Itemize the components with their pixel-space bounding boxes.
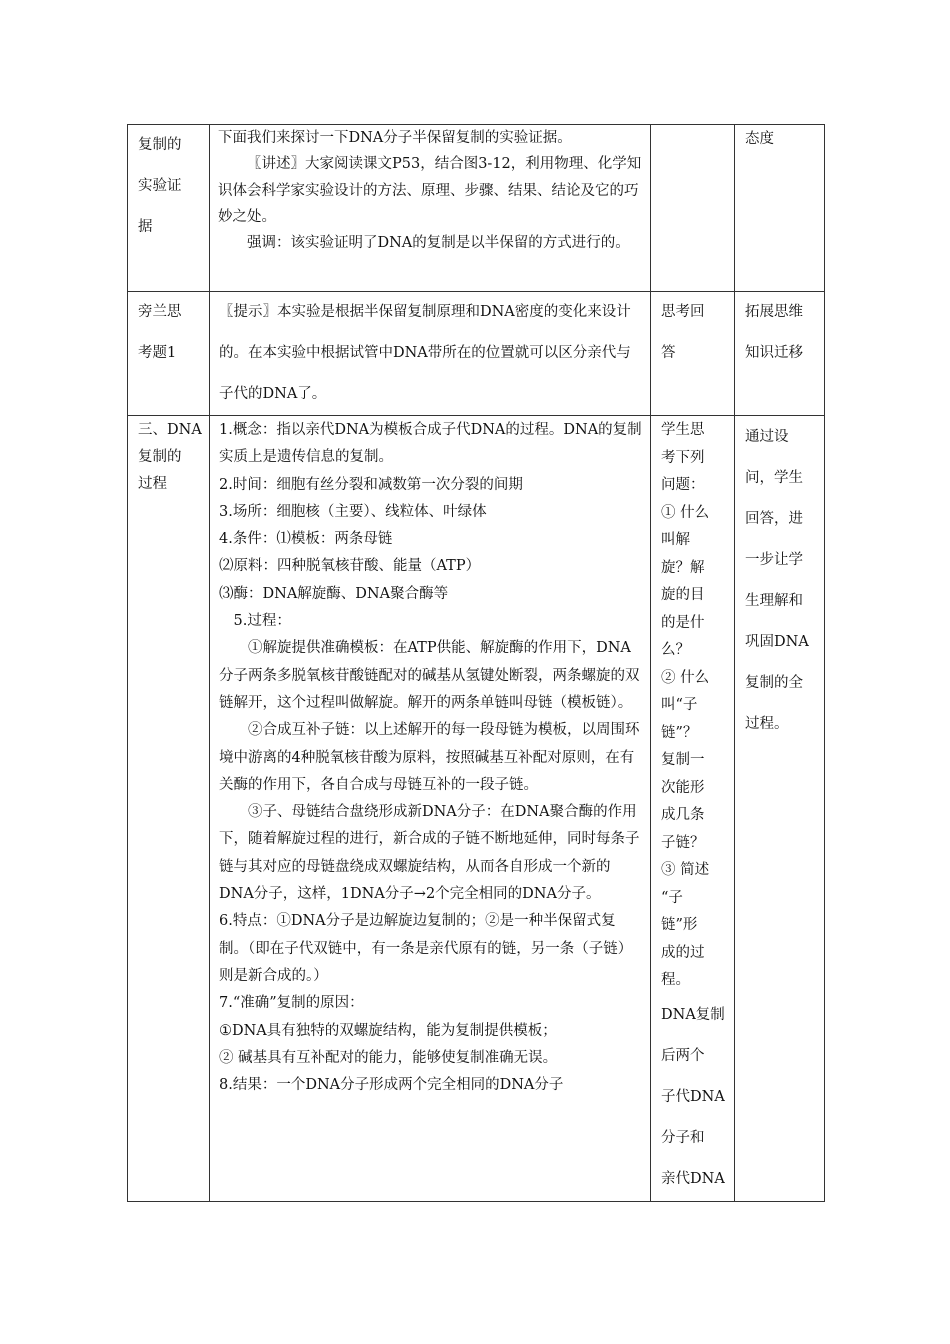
design-intent-line: 生理解和 — [745, 593, 803, 609]
design-intent-text: 态度 — [745, 131, 774, 147]
content-paragraph: 8.结果：一个DNA分子形成两个完全相同的DNA分子 — [219, 1077, 564, 1094]
section-title-line: 实验证 — [138, 178, 182, 194]
section-title-line: 旁兰思 — [138, 304, 182, 320]
student-activity-line: DNA复制 — [661, 1006, 725, 1023]
content-paragraph: 5.过程： — [233, 613, 291, 630]
student-activity-line: 子代DNA — [661, 1088, 725, 1105]
content-paragraph: 强调：该实验证明了DNA的复制是以半保留的方式进行的。 — [247, 235, 630, 252]
content-paragraph: ⑶酶：DNA解旋酶、DNA聚合酶等 — [219, 585, 449, 602]
student-activity-line: 叫“子 — [661, 697, 698, 713]
content-paragraph: 7.“准确”复制的原因： — [219, 995, 364, 1012]
design-intent-line: 过程。 — [745, 716, 789, 732]
content-paragraph: ③子、母链结合盘绕形成新DNA分子：在DNA聚合酶的作用下，随着解旋过程的进行，新合成的子链不断地延伸，同时每条子链与其对应的母链盘绕成双螺旋结构，从而各自形成一个新的DNA分子，这样，1DNA分子→2个完全相同的DNA分子。 — [219, 804, 640, 903]
content-paragraph: 1.概念：指以亲代DNA为模板合成子代DNA的过程。DNA的复制实质上是遗传信息的复制。 — [219, 422, 642, 466]
content-paragraph: ①解旋提供准确模板：在ATP供能、解旋酶的作用下，DNA分子两条多脱氧核苷酸链配对的碱基从氢键处断裂，两条螺旋的双链解开，这个过程叫做解旋。解开的两条单链叫母链（模板链）。 — [219, 640, 640, 711]
student-activity-line: 子链？ — [661, 834, 705, 851]
section-title-cell — [128, 125, 210, 292]
student-activity-line: 问题： — [661, 477, 705, 493]
content-paragraph: 3.场所：细胞核（主要）、线粒体、叶绿体 — [219, 503, 487, 520]
student-activity-line: “子 — [661, 889, 683, 906]
section-title-line: 复制的 — [138, 449, 182, 465]
content-paragraph: 6.特点：①DNA分子是边解旋边复制的；②是一种半保留式复制。（即在子代双链中，有一条是亲代原有的链，另一条（子链）则是新合成的。） — [219, 913, 633, 984]
student-activity-line: 分子和 — [661, 1129, 705, 1146]
design-intent-line: 巩固DNA — [745, 634, 809, 650]
teaching-content-cell — [210, 125, 651, 292]
section-title-line: 考题1 — [138, 345, 177, 361]
section-title-line: 据 — [138, 219, 153, 235]
content-paragraph: 2.时间：细胞有丝分裂和减数第一次分裂的间期 — [219, 476, 523, 493]
content-paragraph: ①DNA具有独特的双螺旋结构，能为复制提供模板； — [219, 1022, 557, 1039]
teaching-content-cell — [210, 292, 651, 416]
student-activity-line: 链”形 — [661, 917, 698, 933]
student-activity-line: 链”？ — [661, 724, 698, 741]
student-activity-line: 成的过 — [661, 944, 705, 961]
student-activity-line: 后两个 — [661, 1047, 705, 1064]
design-intent-line: 知识迁移 — [745, 345, 803, 361]
student-activity-line: 的是什 — [661, 614, 705, 631]
section-title-line: 过程 — [138, 476, 167, 492]
content-paragraph: 4.条件：⑴模板：两条母链 — [219, 531, 393, 548]
design-intent-line: 复制的全 — [745, 675, 803, 691]
content-paragraph: 〖提示〗本实验是根据半保留复制原理和DNA密度的变化来设计的。在本实验中根据试管中DNA带所在的位置就可以区分亲代与子代的DNA了。 — [219, 304, 631, 402]
section-title-cell — [128, 292, 210, 416]
design-intent-line: 拓展思维 — [745, 304, 803, 320]
student-activity-line: 亲代DNA — [661, 1170, 725, 1187]
student-activity-line: 旋？解 — [661, 559, 705, 576]
content-paragraph: ②合成互补子链：以上述解开的每一段母链为模板，以周围环境中游离的4种脱氧核苷酸为原料，按照碱基互补配对原则，在有关酶的作用下，各自合成与母链互补的一段子链。 — [219, 722, 640, 793]
student-activity-line: 复制一 — [661, 752, 705, 768]
student-activity-cell — [651, 125, 735, 292]
student-activity-line: 成几条 — [661, 807, 705, 823]
lesson-plan-table — [127, 124, 825, 1202]
student-activity-line: 么？ — [661, 642, 690, 658]
content-paragraph: ② 碱基具有互补配对的能力，能够使复制准确无误。 — [219, 1049, 558, 1066]
table-row — [128, 416, 825, 1202]
student-activity-line: 叫解 — [661, 532, 690, 548]
student-activity-cell — [651, 416, 735, 1202]
student-activity-line: ② 什么 — [661, 669, 710, 686]
design-intent-cell — [735, 292, 825, 416]
student-activity-cell — [651, 292, 735, 416]
student-activity-line: ① 什么 — [661, 504, 710, 521]
section-title-line: 复制的 — [138, 137, 182, 153]
student-activity-line: 答 — [661, 345, 676, 361]
section-title-line: 三、DNA — [138, 422, 202, 438]
content-paragraph: 〖讲述〗大家阅读课文P53，结合图3-12，利用物理、化学知识体会科学家实验设计的方法、原理、步骤、结果、结论及它的巧妙之处。 — [218, 156, 642, 225]
student-activity-line: 旋的目 — [661, 587, 705, 603]
teaching-content-cell — [210, 416, 651, 1202]
design-intent-line: 一步让学 — [745, 552, 803, 568]
design-intent-line: 问，学生 — [745, 470, 803, 486]
student-activity-line: 思考回 — [661, 304, 705, 320]
student-activity-line: 程。 — [661, 972, 690, 988]
design-intent-cell — [735, 125, 825, 292]
content-paragraph: 下面我们来探讨一下DNA分子半保留复制的实验证据。 — [218, 130, 572, 146]
student-activity-line: 次能形 — [661, 779, 705, 796]
content-paragraph: ⑵原料：四种脱氧核苷酸、能量（ATP） — [219, 558, 481, 575]
section-title-cell — [128, 416, 210, 1202]
student-activity-line: ③ 简述 — [661, 862, 710, 878]
table-row — [128, 125, 825, 292]
design-intent-cell — [735, 416, 825, 1202]
design-intent-line: 回答，进 — [745, 511, 803, 527]
table-row — [128, 292, 825, 416]
student-activity-line: 学生思 — [661, 422, 705, 438]
design-intent-line: 通过设 — [745, 429, 789, 445]
student-activity-line: 考下列 — [661, 449, 705, 466]
